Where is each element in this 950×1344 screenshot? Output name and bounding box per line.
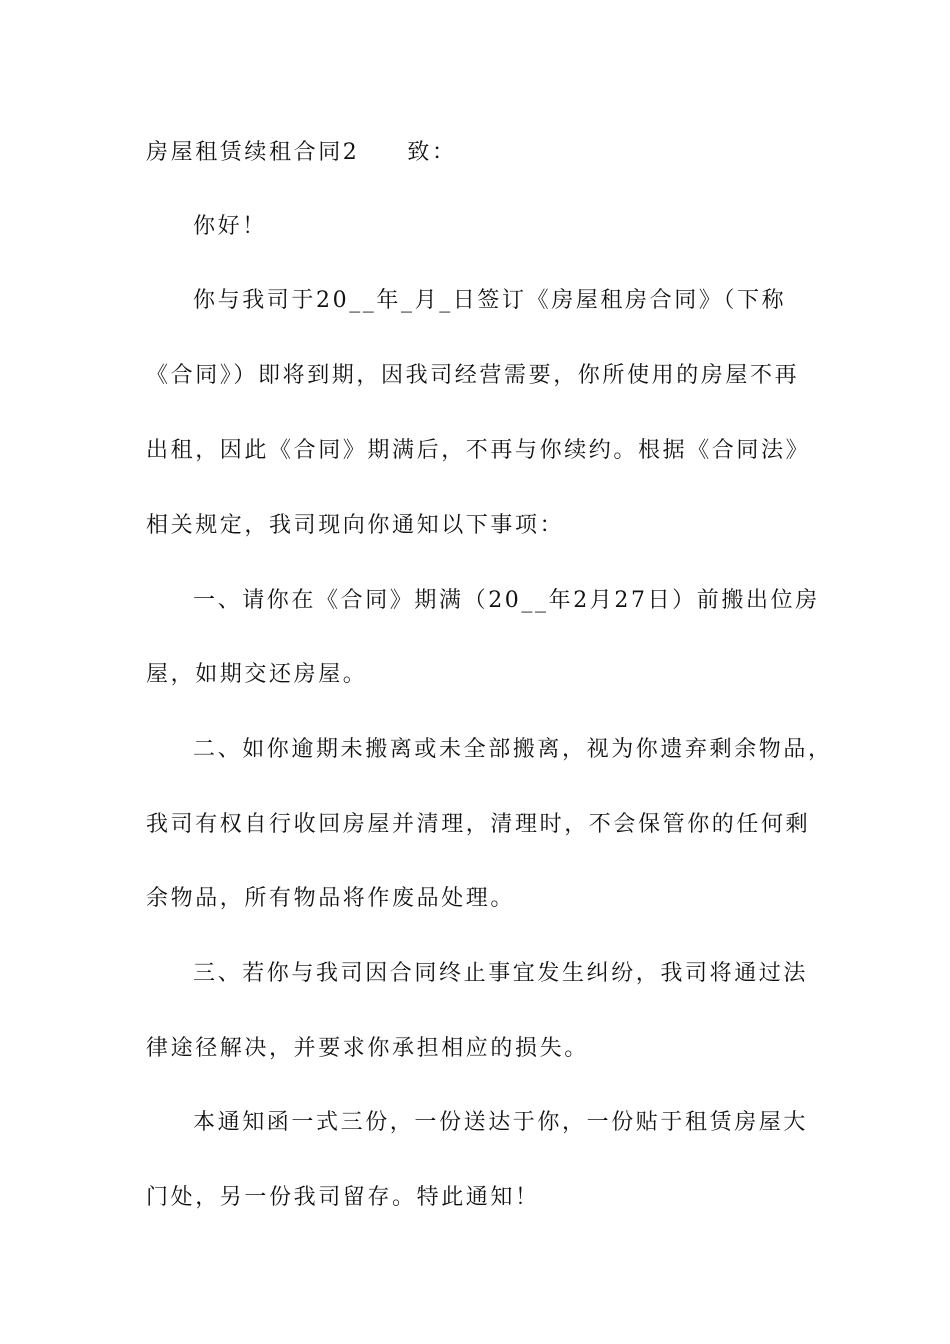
greeting: 你好！ bbox=[193, 214, 267, 239]
paragraph-4-line-2: 律途径解决，并要求你承担相应的损失。 bbox=[146, 1036, 589, 1061]
recipient-label: 致： bbox=[407, 140, 457, 165]
document-title: 房屋租赁续租合同2 bbox=[146, 140, 360, 165]
title-line bbox=[146, 138, 811, 168]
paragraph-1-line-2: 《合同》）即将到期，因我司经营需要，你所使用的房屋不再 bbox=[146, 363, 800, 388]
paragraph-4-line-1: 三、若你与我司因合同终止事宜发生纠纷，我司将通过法 bbox=[193, 961, 809, 986]
paragraph-5-line-2: 门处，另一份我司留存。特此通知！ bbox=[146, 1185, 540, 1210]
paragraph-5-line-1: 本通知函一式三份，一份送达于你，一份贴于租赁房屋大 bbox=[193, 1110, 809, 1135]
paragraph-2-line-2: 屋，如期交还房屋。 bbox=[146, 662, 368, 687]
paragraph-1-line-3: 出租，因此《合同》期满后，不再与你续约。根据《合同法》 bbox=[146, 438, 811, 463]
paragraph-3-line-1: 二、如你逾期未搬离或未全部搬离，视为你遗弃剩余物品， bbox=[193, 737, 833, 762]
paragraph-1-line-1: 你与我司于20__年_月_日签订《房屋租房合同》（下称 bbox=[193, 288, 787, 313]
paragraph-3-line-2: 我司有权自行收回房屋并清理，清理时，不会保管你的任何剩 bbox=[146, 812, 811, 837]
paragraph-3-line-3: 余物品，所有物品将作废品处理。 bbox=[146, 886, 516, 911]
paragraph-1-line-4: 相关规定，我司现向你通知以下事项： bbox=[146, 513, 565, 538]
paragraph-2-line-1: 一、请你在《合同》期满（20__年2月27日）前搬出位房 bbox=[193, 588, 820, 613]
